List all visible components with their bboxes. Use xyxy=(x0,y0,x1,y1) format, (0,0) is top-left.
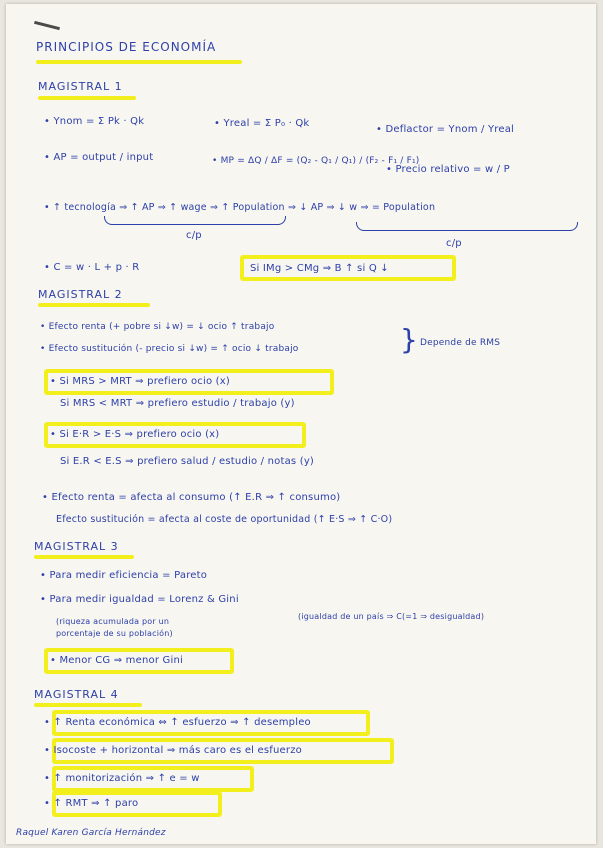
formula-ynom: • Ynom = Σ Pk · Qk xyxy=(44,116,144,127)
mrs-mayor: • Si MRS > MRT ⇒ prefiero ocio (x) xyxy=(50,376,230,387)
section-heading-4: MAGISTRAL 4 xyxy=(34,688,119,701)
medir-igualdad: • Para medir igualdad = Lorenz & Gini xyxy=(40,594,239,605)
notes-page xyxy=(6,4,596,844)
efecto-sustitucion: • Efecto sustitución (- precio si ↓w) = ↑ ocio ↓ trabajo xyxy=(40,344,299,354)
section-heading-1: MAGISTRAL 1 xyxy=(38,80,123,93)
depende-rms: Depende de RMS xyxy=(420,338,501,348)
formula-consumo: • C = w · L + p · R xyxy=(44,262,139,273)
monitorizacion: • ↑ monitorización ⇒ ↑ e = w xyxy=(44,773,200,784)
formula-mp: • MP = ΔQ / ΔF = (Q₂ - Q₁ / Q₁) / (F₂ - F₁ / F₁) xyxy=(212,156,420,166)
section-heading-2: MAGISTRAL 2 xyxy=(38,288,123,301)
cp-label-1: c/p xyxy=(186,230,202,241)
tecnologia-chain: • ↑ tecnología ⇒ ↑ AP ⇒ ↑ wage ⇒ ↑ Population ⇒ ↓ AP ⇒ ↓ w ⇒ = Population xyxy=(44,202,435,213)
page-title: PRINCIPIOS DE ECONOMÍA xyxy=(36,40,217,54)
lorenz-note: (riqueza acumulada por un porcentaje de su población) xyxy=(56,617,173,638)
efecto-renta-consumo: • Efecto renta = afecta al consumo (↑ E.R ⇒ ↑ consumo) xyxy=(42,492,340,503)
er-menor: Si E.R < E.S ⇒ prefiero salud / estudio / notas (y) xyxy=(60,456,315,467)
highlight-si-img: Si IMg > CMg ⇒ B ↑ si Q ↓ xyxy=(250,263,389,274)
formula-deflactor: • Deflactor = Ynom / Yreal xyxy=(376,124,514,135)
brace-left xyxy=(104,216,286,225)
formula-yreal: • Yreal = Σ P₀ · Qk xyxy=(214,118,309,129)
brace-right xyxy=(356,222,578,231)
signature: Raquel Karen García Hernández xyxy=(16,828,166,838)
brace-symbol: } xyxy=(400,323,419,356)
cp-label-2: c/p xyxy=(446,238,462,249)
section-underline-2 xyxy=(38,303,150,307)
medir-eficiencia: • Para medir eficiencia = Pareto xyxy=(40,570,207,581)
rmt-paro: • ↑ RMT ⇒ ↑ paro xyxy=(44,798,138,809)
section-heading-3: MAGISTRAL 3 xyxy=(34,540,119,553)
menor-gini: • Menor CG ⇒ menor Gini xyxy=(50,655,183,666)
title-underline xyxy=(36,60,242,64)
section-underline-4 xyxy=(34,703,142,707)
renta-economica: • ↑ Renta económica ⇔ ↑ esfuerzo ⇒ ↑ desempleo xyxy=(44,717,311,728)
efecto-renta: • Efecto renta (+ pobre si ↓w) = ↓ ocio ↑ trabajo xyxy=(40,322,274,332)
section-underline-1 xyxy=(38,96,136,100)
section-underline-3 xyxy=(34,555,134,559)
isocoste: • Isocoste + horizontal ⇒ más caro es el esfuerzo xyxy=(44,745,302,756)
efecto-sustitucion-coste: Efecto sustitución = afecta al coste de oportunidad (↑ E·S ⇒ ↑ C·O) xyxy=(56,514,393,525)
formula-ap: • AP = output / input xyxy=(44,152,153,163)
er-mayor: • Si E·R > E·S ⇒ prefiero ocio (x) xyxy=(50,429,219,440)
formula-precio-relativo: • Precio relativo = w / P xyxy=(386,164,510,175)
pen-stroke xyxy=(34,21,60,30)
mrs-menor: Si MRS < MRT ⇒ prefiero estudio / trabajo (y) xyxy=(60,398,295,409)
gini-note: (igualdad de un país ⇒ C(=1 ⇒ desigualdad) xyxy=(298,612,485,621)
